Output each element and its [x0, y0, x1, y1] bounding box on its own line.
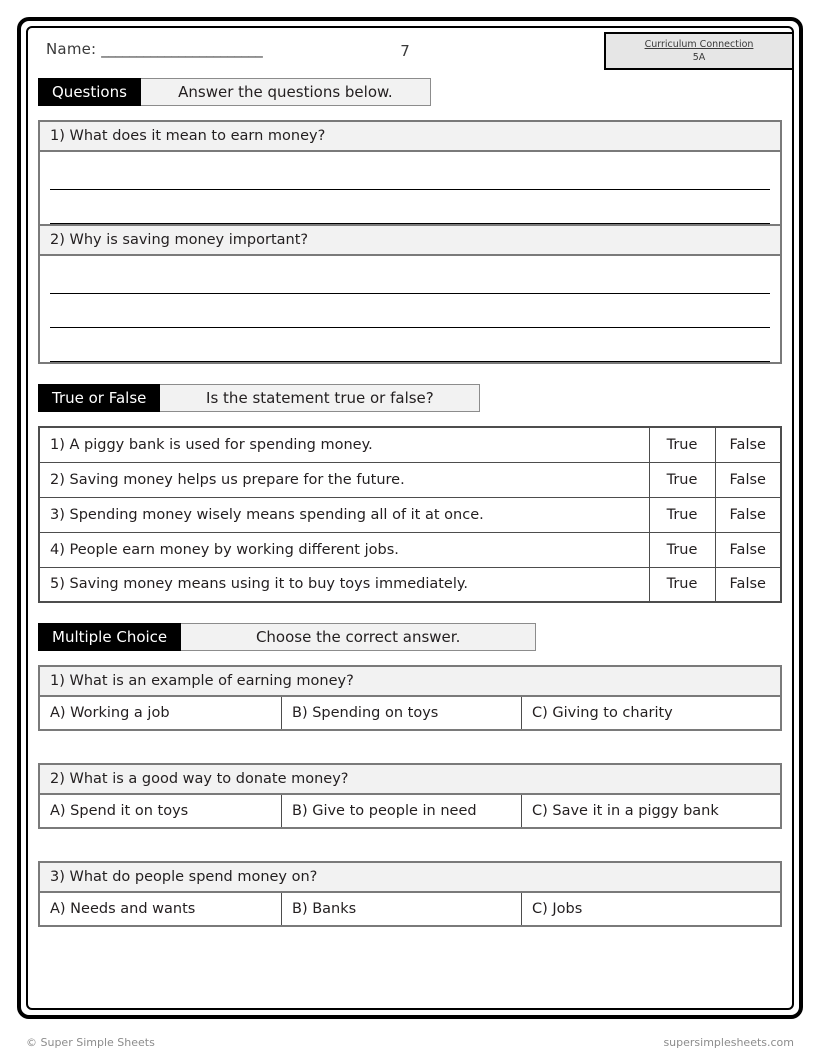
section-tab-true-false: True or False: [38, 384, 160, 412]
section-spacer: [26, 603, 794, 623]
choice-b[interactable]: B) Give to people in need: [282, 795, 522, 827]
section-header-true-false: [38, 384, 794, 412]
multiple-choice-prompt: 2) What is a good way to donate money?: [40, 765, 780, 795]
true-false-statement: 1) A piggy bank is used for spending money.: [39, 427, 649, 462]
true-false-statement: 5) Saving money means using it to buy toys immediately.: [39, 567, 649, 602]
table-row: [39, 567, 781, 602]
false-option[interactable]: False: [715, 532, 781, 567]
curriculum-connection-box: [604, 32, 794, 70]
choice-a[interactable]: A) Needs and wants: [40, 893, 282, 925]
curriculum-connection-title: Curriculum Connection: [644, 39, 754, 50]
true-option[interactable]: True: [649, 497, 715, 532]
section-tab-questions: Questions: [38, 78, 141, 106]
answer-line[interactable]: [50, 190, 770, 224]
table-row: [39, 532, 781, 567]
section-banner-multiple-choice: Choose the correct answer.: [181, 623, 536, 651]
table-row: [39, 462, 781, 497]
section-spacer: [26, 364, 794, 384]
answer-line[interactable]: [50, 328, 770, 362]
worksheet-topbar: [26, 26, 794, 78]
footer-copyright: © Super Simple Sheets: [26, 1035, 155, 1049]
written-response-prompt: 1) What does it mean to earn money?: [40, 122, 780, 152]
written-response-lines[interactable]: [40, 152, 780, 224]
true-option[interactable]: True: [649, 462, 715, 497]
section-tab-multiple-choice: Multiple Choice: [38, 623, 181, 651]
multiple-choice-block: [38, 665, 782, 731]
multiple-choice-block: [38, 763, 782, 829]
choice-c[interactable]: C) Jobs: [532, 901, 583, 917]
false-option[interactable]: False: [715, 462, 781, 497]
true-option[interactable]: True: [649, 567, 715, 602]
answer-line[interactable]: [50, 294, 770, 328]
table-row: [39, 427, 781, 462]
true-false-statement: 3) Spending money wisely means spending all of it at once.: [39, 497, 649, 532]
multiple-choice-options: [40, 893, 780, 925]
multiple-choice-options: [40, 697, 780, 729]
choice-a[interactable]: A) Working a job: [40, 697, 282, 729]
choice-c[interactable]: C) Save it in a piggy bank: [532, 803, 719, 819]
choice-c[interactable]: C) Giving to charity: [532, 705, 673, 721]
true-false-statement: 2) Saving money helps us prepare for the future.: [39, 462, 649, 497]
name-blank-line: _______________________: [101, 40, 263, 58]
section-header-questions: [38, 78, 794, 106]
multiple-choice-block: [38, 861, 782, 927]
false-option[interactable]: False: [715, 567, 781, 602]
name-label: Name:: [46, 40, 97, 58]
answer-line[interactable]: [50, 256, 770, 294]
true-false-table: [38, 426, 782, 603]
block-spacer: [26, 829, 794, 847]
true-option[interactable]: True: [649, 532, 715, 567]
page-footer: [26, 1032, 794, 1052]
section-header-multiple-choice: [38, 623, 794, 651]
multiple-choice-options: [40, 795, 780, 827]
choice-a[interactable]: A) Spend it on toys: [40, 795, 282, 827]
table-row: [39, 497, 781, 532]
multiple-choice-prompt: 1) What is an example of earning money?: [40, 667, 780, 697]
worksheet-sheet: [26, 26, 794, 1010]
page-number: 7: [400, 42, 410, 60]
written-response-lines[interactable]: [40, 256, 780, 362]
true-option[interactable]: True: [649, 427, 715, 462]
written-response-block: [38, 120, 782, 364]
footer-website: supersimplesheets.com: [663, 1035, 794, 1049]
written-response-prompt: 2) Why is saving money important?: [40, 224, 780, 256]
false-option[interactable]: False: [715, 427, 781, 462]
true-false-statement: 4) People earn money by working different jobs.: [39, 532, 649, 567]
written-response-item: [40, 122, 780, 224]
section-banner-true-false: Is the statement true or false?: [160, 384, 480, 412]
written-response-item: [40, 224, 780, 362]
choice-b[interactable]: B) Spending on toys: [282, 697, 522, 729]
multiple-choice-prompt: 3) What do people spend money on?: [40, 863, 780, 893]
block-spacer: [26, 731, 794, 749]
false-option[interactable]: False: [715, 497, 781, 532]
choice-b[interactable]: B) Banks: [282, 893, 522, 925]
answer-line[interactable]: [50, 152, 770, 190]
curriculum-connection-code: 5A: [692, 52, 706, 63]
section-banner-questions: Answer the questions below.: [141, 78, 431, 106]
